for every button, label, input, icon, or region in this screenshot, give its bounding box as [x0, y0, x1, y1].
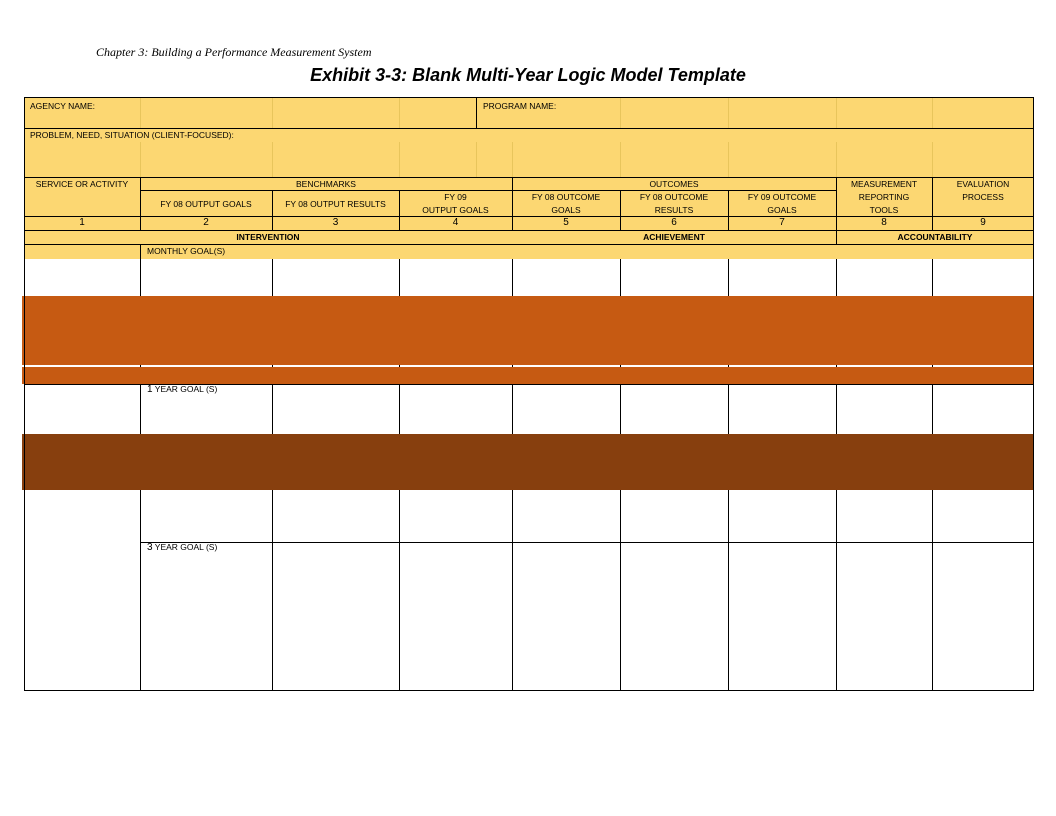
exhibit-title: Exhibit 3-3: Blank Multi-Year Logic Model Template	[310, 65, 746, 85]
col-measurement-line2: REPORTING	[858, 192, 910, 202]
col-number: 2	[203, 217, 209, 228]
section-achievement: ACHIEVEMENT	[643, 232, 705, 242]
col-service-header: SERVICE OR ACTIVITY	[35, 179, 129, 189]
col-number: 3	[332, 217, 339, 228]
program-name-label: PROGRAM NAME:	[483, 101, 557, 111]
col-fy08-outcome-goals-line1: FY 08 OUTCOME	[531, 192, 601, 202]
col-fy09-output-line1: FY 09	[444, 192, 467, 202]
logic-model-table	[24, 97, 1034, 691]
col-fy08-outcome-results-line2: RESULTS	[654, 205, 694, 215]
col-measurement-line1: MEASUREMENT	[850, 179, 918, 189]
col-number: 8	[881, 217, 887, 228]
one-year-goal-label: 1 YEAR GOAL (S)	[147, 384, 218, 395]
section-intervention: INTERVENTION	[236, 232, 300, 242]
col-fy09-output-line2: OUTPUT GOALS	[422, 205, 489, 215]
col-fy09-outcome-goals-line2: GOALS	[767, 205, 797, 215]
col-number: 5	[563, 217, 569, 228]
col-benchmarks-header: BENCHMARKS	[296, 179, 356, 189]
col-evaluation-line1: EVALUATION	[956, 179, 1010, 189]
monthly-goal-label: MONTHLY GOAL(S)	[147, 246, 226, 256]
three-year-goal-label: 3 YEAR GOAL (S)	[147, 542, 218, 553]
col-number: 1	[79, 217, 85, 228]
col-fy09-outcome-goals-line1: FY 09 OUTCOME	[747, 192, 817, 202]
problem-label: PROBLEM, NEED, SITUATION (CLIENT-FOCUSED):	[30, 130, 234, 140]
col-fy08-outcome-results-line1: FY 08 OUTCOME	[639, 192, 709, 202]
section-accountability: ACCOUNTABILITY	[897, 232, 973, 242]
col-evaluation-line2: PROCESS	[962, 192, 1004, 202]
chapter-heading: Chapter 3: Building a Performance Measurement System	[96, 45, 372, 59]
col-number: 9	[980, 217, 986, 228]
agency-name-label: AGENCY NAME:	[30, 101, 96, 111]
col-number: 6	[671, 217, 677, 228]
col-number: 7	[779, 217, 785, 228]
col-number: 4	[452, 217, 459, 228]
col-fy08-output-results: FY 08 OUTPUT RESULTS	[285, 199, 386, 209]
col-measurement-line3: TOOLS	[869, 205, 899, 215]
col-fy08-output-goals: FY 08 OUTPUT GOALS	[160, 199, 252, 209]
col-outcomes-header: OUTCOMES	[649, 179, 699, 189]
col-fy08-outcome-goals-line2: GOALS	[551, 205, 581, 215]
